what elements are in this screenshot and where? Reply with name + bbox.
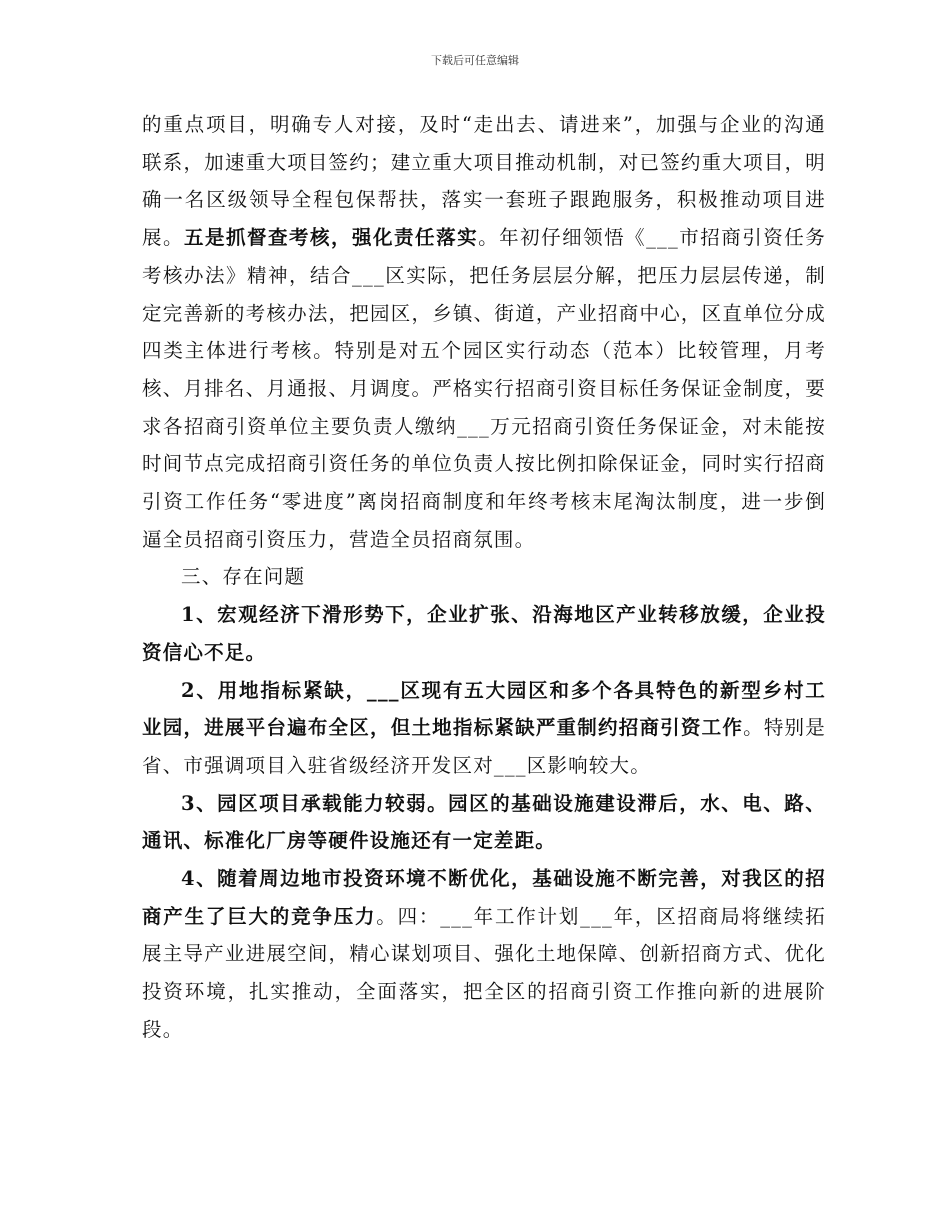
- text-segment: 的重点项目，明确专人对接，及时“走出去、请进来”，加强与企业的沟通联系，加速重大项目签约；建立重大项目推动机制，对已签约重大项目，明确一名区级领导全程包保帮扶，落实一套班子跟跑服务，积极推动项目进展。: [142, 113, 826, 250]
- problem-item-1: [142, 596, 826, 671]
- problem-item-3: [142, 785, 826, 860]
- page-header: 下载后可任意编辑: [431, 54, 519, 67]
- text-segment-bold: 3、园区项目承载能力较弱。园区的基础设施建设滞后，水、电、路、通讯、标准化厂房等硬件设施还有一定差距。: [142, 791, 826, 853]
- text-segment-bold: 2、用地指标紧缺，___区现有五大园区和多个各具特色的新型乡村工业园，进展平台遍布全区，但土地指标紧缺严重制约招商引资工作: [142, 678, 826, 740]
- text-segment-bold: 4、随着周边地市投资环境不断优化，基础设施不断完善，对我区的招商产生了巨大的竞争压力: [142, 867, 826, 928]
- heading-text: 三、存在问题: [181, 565, 306, 589]
- text-segment-bold: 1、宏观经济下滑形势下，企业扩张、沿海地区产业转移放缓，企业投资信心不足。: [142, 603, 826, 664]
- text-segment: 。特别是省、市强调项目入驻省级经济开发区对___区影响较大。: [142, 716, 826, 777]
- text-segment-bold: 五是抓督查考核，强化责任落实: [184, 226, 479, 250]
- document-body: [142, 106, 826, 1049]
- text-segment: 。年初仔细领悟《___市招商引资任务考核办法》精神，结合___区实际，把任务层层分解，把压力层层传递，制定完善新的考核办法，把园区，乡镇、街道，产业招商中心，区直单位分成四类主体进行考核。特别是对五个园区实行动态（范本）比较管理，月考核、月排名、月通报、月调度。严格实行招商引资目标任务保证金制度，要求各招商引资单位主要负责人缴纳___万元招商引资任务保证金，对未能按时间节点完成招商引资任务的单位负责人按比例扣除保证金，同时实行招商引资工作任务“零进度”离岗招商制度和年终考核末尾淘汰制度，进一步倒逼全员招商引资压力，营造全员招商氛围。: [142, 226, 826, 551]
- text-segment: 。四：___年工作计划___年，区招商局将继续拓展主导产业进展空间，精心谋划项目、强化土地保障、创新招商方式、优化投资环境，扎实推动，全面落实，把全区的招商引资工作推向新的进展阶段。: [142, 904, 826, 1041]
- section-heading-problems: [142, 558, 826, 596]
- problem-item-2: [142, 672, 826, 785]
- paragraph-project-and-assessment: [142, 106, 826, 558]
- problem-item-4-and-plan: [142, 860, 826, 1049]
